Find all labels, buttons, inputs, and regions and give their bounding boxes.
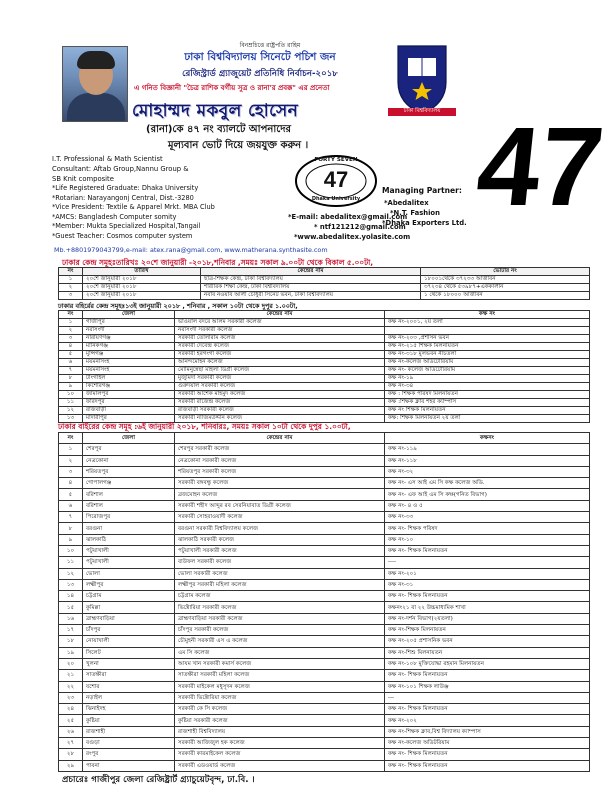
bullet-item: *Vice President: Textile & Apparel Mrkt. MBA Club	[52, 203, 215, 212]
table-cell: ফরিদপুর	[83, 399, 175, 407]
table-cell: ৬	[59, 359, 83, 367]
table-row	[59, 749, 590, 760]
table-header: নং	[59, 433, 83, 444]
table-row	[59, 455, 590, 466]
table-cell: কক্ষ :শিক্ষক ক্লাব শহর ক্যাম্পাস	[385, 399, 590, 407]
bullet-item: *AMCS: Bangladesh Computer somity	[52, 212, 177, 221]
table-cell: পটুয়াখালী সরকারী কলেজ	[175, 545, 385, 556]
table-cell: কক্ষ নং-শিক্ষক ক্লাব,বিশ্ব বিদ্যালয় ক্যাম্পাস	[385, 726, 590, 737]
table-row: ১ ২০শে জানুয়ারী ২০১৮ ছাত্র-শিক্ষক কেন্দ্র, ঢাকা বিশ্ববিদ্যালয় ১৮০০১থেকে ৩৭২৩৩ আজীবন	[59, 276, 590, 284]
table-cell: ঝিনাইদহ	[83, 704, 175, 715]
table-cell: ব্রাহ্মণবাড়িয়া সরকারী কলেজ	[175, 613, 385, 624]
ballot-stamp	[294, 154, 378, 208]
table-cell: সরকারী সোহরাওয়ার্দী কলেজ	[175, 512, 385, 523]
table-cell: সরকারী ভিক্টোরিয়া কলেজ	[175, 692, 385, 703]
table-cell: সরকারী আজিজুল হক কলেজ	[175, 738, 385, 749]
table-row	[59, 715, 590, 726]
table-cell: কক্ষ নং- শিক্ষক মিলনায়তন	[385, 545, 590, 556]
table-cell: খুলনা	[83, 658, 175, 669]
table-cell: সরকারী মাইকেল মধুসূদন কলেজ	[175, 681, 385, 692]
partner-email[interactable]: *E-mail: abedalitex@gmail.com	[288, 213, 408, 221]
table-cell: শরিয়তপুর সরকারী কলেজ	[175, 466, 385, 477]
table-cell: টাংগাইল	[83, 375, 175, 383]
table-header: তারিখ	[83, 268, 201, 276]
table-cell: কক্ষ নং-২০৫ প্রশাসনিক ভবন	[385, 636, 590, 647]
table-cell: কক্ষ নং- এফ আই এম সি কক্ষ(গনিত বিভাগ)	[385, 489, 590, 500]
table-header: জেলা	[83, 433, 175, 444]
table-row	[59, 534, 590, 545]
table-row: ৩ ২০শে জানুয়ারী ২০১৮ নবাব নওয়াব আলী চৌধুরী সিনেট ভবন, ঢাকা বিশ্ববিদ্যালয় ১ থেকে ১৮০০০ আজীবন	[59, 292, 590, 300]
table-row	[59, 523, 590, 534]
table-header: কক্ষনং	[385, 433, 590, 444]
table-header: জেলা	[83, 311, 175, 319]
table-cell: ----	[385, 557, 590, 568]
table-row	[59, 489, 590, 500]
dhaka-centers-title: ঢাকার কেন্দ্র সমূহঃতারিখঃ ২০শে জানুয়ারী -২০১৮,শনিবার ,সময়ঃ সকাল ৯.০০টা থেকে বিকাল ৫.০০টা,	[62, 258, 374, 267]
header-tagline: এ গনিত বিজ্ঞানী "চৈত্র রাশিক বর্গীয় সুত্র ও রানা'র প্রবক্ক" এর প্রনেতা	[134, 84, 330, 92]
table-cell: ১৪	[59, 591, 83, 602]
table-cell: ভোলা সরকারী কলেজ	[175, 568, 385, 579]
ballot-text-bottom: Dhaka University	[311, 196, 361, 202]
table-cell: ২৭	[59, 738, 83, 749]
table-cell: কক্ষ নং-২০১	[385, 568, 590, 579]
table-header: নং	[59, 268, 83, 276]
header-subtitle: রেজিস্ট্রার্ড গ্র্যাজুয়েট প্রতিনিধি নির্বাচন-২০১৮	[182, 69, 338, 79]
table-row	[59, 636, 590, 647]
credential-line: SB Knit composite	[52, 175, 114, 183]
top-note: বিনম্রচিত্তে রাষ্ট্রপতি রাহিম	[239, 42, 301, 49]
table-cell: ৮	[59, 375, 83, 383]
table-cell: কক্ষ নং-১৯	[385, 375, 590, 383]
table-cell: ১৮	[59, 636, 83, 647]
partners-contacts	[288, 212, 528, 242]
table-cell: ১৫	[59, 602, 83, 613]
table-cell: লক্ষ্মীপুর সরকারী মহিলা কলেজ	[175, 579, 385, 590]
table-row	[59, 500, 590, 511]
table-cell: কক্ষ নং-দর্শন বিভাগ(২য়তলা)	[385, 613, 590, 624]
table-row	[59, 383, 590, 391]
table-cell: গোপালগঞ্জ	[83, 478, 175, 489]
table-cell: ১৬	[59, 613, 83, 624]
table-cell: ১০	[59, 391, 83, 399]
table-row	[59, 444, 590, 455]
table-row	[59, 327, 590, 335]
table-cell: কুষ্টিয়া সরকারী কলেজ	[175, 715, 385, 726]
table-header: কেন্দ্রের নাম	[175, 433, 385, 444]
table-cell: ভিক্টোরিয়া সরকারী কলেজ	[175, 602, 385, 613]
table-row: ২ ২০শে জানুয়ারী ২০১৮ শারীরিক শিক্ষা কেন্দ্র, ঢাকা বিশ্ববিদ্যালয় ৩৭২৩৪ থেকে ৫৩৯৮৭+এককালীন	[59, 284, 590, 292]
table-cell: কক্ষ নং- ৪ ও ৫	[385, 500, 590, 511]
table-cell: ৭	[59, 512, 83, 523]
table-cell: কক্ষ নং-৩২	[385, 466, 590, 477]
table-row	[59, 658, 590, 669]
table-cell: কক্ষ নং-১০৮ মুক্তিযোদ্ধা রহমান মিলনায়তন	[385, 658, 590, 669]
contact-line: Mb.+8801979043799,e-mail: atex.rana@gmail.com, www.matherana.synthasite.com	[54, 246, 328, 254]
table-cell: ২	[59, 455, 83, 466]
table-cell: ব্রজমোহন কলেজ	[175, 489, 385, 500]
table-cell: পটুয়াখালী	[83, 545, 175, 556]
table-row	[59, 557, 590, 568]
table-cell: গাজীপুর	[83, 319, 175, 327]
table-cell: কক্ষ নং-শিক্ষক মিলনায়তন	[385, 625, 590, 636]
table-cell: কক্ষ নং- শিক্ষক মিলনায়তন	[385, 591, 590, 602]
table-cell: বরিশাল	[83, 489, 175, 500]
table-row	[59, 579, 590, 590]
table-cell: ময়মনসিংহ	[83, 367, 175, 375]
partner-item: *Abedalitex	[384, 199, 429, 207]
table-cell: শেরপুর	[83, 444, 175, 455]
table-cell: চৌমুহনী সরকারী এস এ কলেজ	[175, 636, 385, 647]
table-cell: কুষ্টিয়া	[83, 715, 175, 726]
table-cell: পিরোজপুর	[83, 512, 175, 523]
table-cell: কক্ষ নং-১১৮	[385, 455, 590, 466]
table-cell: ১১	[59, 399, 83, 407]
table-cell: ২৯	[59, 760, 83, 771]
table-row	[59, 625, 590, 636]
table-cell: পটুয়াখালী	[83, 557, 175, 568]
table-cell: ---	[385, 692, 590, 703]
partner-web[interactable]: *www.abedalitex.yolasite.com	[294, 233, 411, 241]
table-cell: সরকারী বঙ্গবন্ধু কলেজ	[175, 478, 385, 489]
table-cell: কক্ষ নং- শিক্ষক মিলনায়তন	[385, 749, 590, 760]
table-cell: কক্ষ নং-কলেজ অডিটোরিয়াম	[385, 359, 590, 367]
table-cell: ৯	[59, 534, 83, 545]
bullet-item: *Guest Teacher: Cosmos computer system	[52, 231, 193, 240]
table-cell: কিশোরগঞ্জ	[83, 383, 175, 391]
bullet-item: *Rotarian: Narayangonj Central, Dist.-3280	[52, 193, 194, 202]
table-cell: শরিয়তপুর	[83, 466, 175, 477]
table-cell: বরগুনা	[83, 523, 175, 534]
table-cell: কক্ষ নং-১০১ শিক্ষক লাউঞ্জ	[385, 681, 590, 692]
table-row	[59, 407, 590, 415]
table-cell: ১৭	[59, 625, 83, 636]
table-cell: পাবনা	[83, 760, 175, 771]
table-cell: কক্ষ নং- শিক্ষক পরিষদ	[385, 523, 590, 534]
logo-caption: ঢাকা বিশ্ববিদ্যালয়	[388, 108, 456, 116]
table-cell: চাঁদপুর	[83, 625, 175, 636]
table-cell: ১০	[59, 545, 83, 556]
table-row	[59, 319, 590, 327]
table-cell: জামালপুর	[83, 391, 175, 399]
partner-item: *N.T. Fashion	[390, 209, 440, 217]
table-cell: ৯	[59, 383, 83, 391]
credential-line: I.T. Professional & Math Scientist	[52, 155, 163, 163]
table-cell: বরগুনা সরকারী বিশ্ববিদ্যালয় কলেজ	[175, 523, 385, 534]
vote-line: মূল্যবান ভোট দিয়ে জয়যুক্ত করুন ।	[168, 140, 309, 151]
table-cell: কক্ষ : শিক্ষক পরিষদ মিলনায়তন	[385, 391, 590, 399]
table-cell: কক্ষ নং- শিক্ষক মিলনায়তন	[385, 704, 590, 715]
table-cell: কক্ষ নং- কলেজ অডিটোরিয়াম	[385, 367, 590, 375]
table-cell: মৌমিনুন্নেছা মহিলা ডিগ্রী কলেজ	[175, 367, 385, 375]
table-cell: ভাওয়াল বদরে আলম সরকারী কলেজ	[175, 319, 385, 327]
table-cell: ২০	[59, 658, 83, 669]
bullet-item: *Member: Mukta Specialized Hospital,Tangail	[52, 222, 201, 231]
table-cell: শেরপুর সরকারী কলেজ	[175, 444, 385, 455]
table-cell: ১১	[59, 557, 83, 568]
table-cell: কক্ষ নং-৩১	[385, 579, 590, 590]
table-cell: সাতক্ষীরা সরকারী মহিলা কলেজ	[175, 670, 385, 681]
table-cell: কক্ষ নং-২০০১, ২য় তলা	[385, 319, 590, 327]
bullet-list	[52, 184, 292, 242]
table-cell: সরকারী হরগংগা কলেজ	[175, 351, 385, 359]
table-header: ভোটার নং	[421, 268, 590, 276]
table-cell: ভোলা	[83, 568, 175, 579]
partner-phone: * ntf121212@gmail.com	[314, 223, 406, 231]
table-row	[59, 681, 590, 692]
table-row	[59, 375, 590, 383]
table-cell: ১	[59, 319, 83, 327]
table-cell: মুন্সিগঞ্জ	[83, 351, 175, 359]
table-cell: সিলেট	[83, 647, 175, 658]
table-cell: বগুড়া	[83, 738, 175, 749]
table-cell: সরকারী এডওয়ার্ড কলেজ	[175, 760, 385, 771]
table-cell: কক্ষ নং-৩৩	[385, 512, 590, 523]
table-cell: ৩	[59, 335, 83, 343]
table-cell: কক্ষ নং-২১৫ শিক্ষক মিলনায়তন	[385, 343, 590, 351]
credential-line: Consultant: Aftab Group,Nannu Group &	[52, 165, 189, 173]
ballot-text-top: FORTY SEVEN	[314, 157, 358, 163]
table-cell: ১৯	[59, 647, 83, 658]
table-cell: কক্ষ নং শিক্ষক মিলনায়তন	[385, 407, 590, 415]
table-cell: ২৪	[59, 704, 83, 715]
table-cell: ঝালকাঠি সরকারী কলেজ	[175, 534, 385, 545]
table-row	[59, 512, 590, 523]
table-row	[59, 602, 590, 613]
table-cell: কক্ষনং২১ বা ২২ উচ্চমাধ্যমিক শাখা	[385, 602, 590, 613]
table-cell: মানিকগঞ্জ	[83, 343, 175, 351]
table-cell: ৮	[59, 523, 83, 534]
table-cell: কক্ষ নং-কলেজ অডিটরিয়াম	[385, 738, 590, 749]
table-header: কক্ষ নং	[385, 311, 590, 319]
table-cell: নড়াইল	[83, 692, 175, 703]
table-cell: কক্ষ নং-১০	[385, 534, 590, 545]
table-row	[59, 545, 590, 556]
outside-centers-2-title: ঢাকার বাইরের কেন্দ্র সমূহ :৬ই জানুয়ারী ২০১৮, শনিবারঃ, সময়ঃ সকাল ১০টা থেকে দুপুর ১.০০টা,	[58, 422, 351, 431]
dhaka-centers-table	[58, 267, 590, 300]
table-cell: সরকারী শহীদ আব্দুর রব সেরনিয়াবাত ডিগ্রী কলেজ	[175, 500, 385, 511]
table-cell: ১৩	[59, 415, 83, 423]
table-row	[59, 351, 590, 359]
table-row	[59, 466, 590, 477]
table-row	[59, 647, 590, 658]
outside-centers-1-title: ঢাকার বহির্রের কেন্দ্র সমূহঃ১৩ই জানুয়ারী ২০১৮ , শনিবার , সকাল ১০টা থেকে দুপুর ১.০০টা,	[58, 302, 298, 310]
table-cell: নেত্রকোনা সরকারী কলেজ	[175, 455, 385, 466]
table-cell: ময়মনসিংহ	[83, 359, 175, 367]
table-cell: চট্টগ্রাম	[83, 591, 175, 602]
table-cell: কক্ষ নং- শিক্ষক মিলনায়তন	[385, 760, 590, 771]
table-cell: ৪	[59, 478, 83, 489]
table-row	[59, 391, 590, 399]
table-cell: আনন্দমোহন কলেজ	[175, 359, 385, 367]
table-cell: ৩	[59, 466, 83, 477]
table-row	[59, 359, 590, 367]
table-cell: কক্ষ: শিক্ষক মিলনায়তন ২য় তলা	[385, 415, 590, 423]
table-cell: কক্ষ নং-৩৪	[385, 383, 590, 391]
table-row	[59, 670, 590, 681]
table-row	[59, 335, 590, 343]
table-row	[59, 704, 590, 715]
table-cell: ৭	[59, 367, 83, 375]
table-cell: নেত্রকোনা	[83, 455, 175, 466]
table-cell: ৬	[59, 500, 83, 511]
table-cell: সরকারী আশেক মাহমুদ কলেজ	[175, 391, 385, 399]
table-cell: ২	[59, 327, 83, 335]
footer-credit: প্রচারেঃ গাজীপুর জেলা রেজিষ্ট্রার্ট গ্র্যাচুয়েটবৃন্দ, ঢা.বি. ।	[62, 775, 255, 785]
ballot-stamp-number: 47	[323, 167, 349, 192]
table-cell: সাতক্ষীরা	[83, 670, 175, 681]
table-cell: ২৮	[59, 749, 83, 760]
table-row	[59, 399, 590, 407]
table-cell: কুমিল্লা	[83, 602, 175, 613]
table-cell: ৪	[59, 343, 83, 351]
table-cell: রাজশাহী	[83, 726, 175, 737]
table-cell: কক্ষ নং-৩১৮ মুলভবন নীচতলা	[385, 351, 590, 359]
table-cell: সরকারী রাজেন্দ্র কলেজ	[175, 399, 385, 407]
table-cell: মাদারীপুর	[83, 415, 175, 423]
table-cell: আযম খান সরকারী কমার্স কলেজ	[175, 658, 385, 669]
bullet-item: *Life Registered Graduate: Dhaka University	[52, 184, 199, 192]
table-cell: বরিশাল	[83, 500, 175, 511]
table-cell: ব্রাহ্মণবাড়িয়া	[83, 613, 175, 624]
table-cell: ১	[59, 444, 83, 455]
table-cell: ২৩	[59, 692, 83, 703]
table-cell: সরকারী দেবেন্দ্র কলেজ	[175, 343, 385, 351]
table-cell: গুরুদয়াল সরকারী কলেজ	[175, 383, 385, 391]
table-cell: রাজবাড়ী	[83, 407, 175, 415]
table-header: কেন্দ্রের নাম	[175, 311, 385, 319]
table-row	[59, 591, 590, 602]
table-cell: কক্ষ নং- এস আই এম সি কক্ষ কলেজ অডি.	[385, 478, 590, 489]
ballot-number-large: 47	[471, 104, 610, 229]
table-row	[59, 760, 590, 771]
table-cell: রংপুর	[83, 749, 175, 760]
table-cell: এম সি কলেজ	[175, 647, 385, 658]
table-cell: ঝালকাঠি	[83, 534, 175, 545]
table-cell: ৫	[59, 351, 83, 359]
table-cell: নরসিংদী	[83, 327, 175, 335]
table-cell: চাঁদপুর সরকারী কলেজ	[175, 625, 385, 636]
table-cell: ২৬	[59, 726, 83, 737]
table-row	[59, 343, 590, 351]
table-cell: লক্ষ্মীপুর	[83, 579, 175, 590]
table-cell: সরকারী নাজিমউদ্দীন কলেজ	[175, 415, 385, 423]
table-cell: কক্ষ নং-২০২	[385, 715, 590, 726]
candidate-photo	[62, 46, 128, 122]
table-cell: মুজুমিদা সরকারী কলেজ	[175, 375, 385, 383]
table-cell: ২৫	[59, 715, 83, 726]
table-cell: ৫	[59, 489, 83, 500]
table-cell: রাজবাড়ী সরকারী কলেজ	[175, 407, 385, 415]
table-row	[59, 726, 590, 737]
table-row	[59, 613, 590, 624]
table-row	[59, 568, 590, 579]
outside-centers-1-table	[58, 310, 590, 423]
table-cell: কক্ষ নং-১১৯	[385, 444, 590, 455]
table-header: কেন্দ্রের নাম	[201, 268, 421, 276]
table-cell: কক্ষ নং-শিশু মিলনায়তন	[385, 647, 590, 658]
partner-item: *Dhaka Exporters Ltd.	[382, 219, 467, 227]
table-cell	[385, 327, 590, 335]
table-cell: কক্ষ নং-২০৩ ,প্রশাসন ভবন	[385, 335, 590, 343]
table-cell: সরকারী তোলারাম কলেজ	[175, 335, 385, 343]
table-cell: নারায়ণগঞ্জ	[83, 335, 175, 343]
table-cell: বাউফল সরকারী কলেজ	[175, 557, 385, 568]
table-cell: ২১	[59, 670, 83, 681]
table-cell: ১২	[59, 568, 83, 579]
table-row	[59, 478, 590, 489]
table-cell: ১৩	[59, 579, 83, 590]
table-cell: চট্টগ্রাম কলেজ	[175, 591, 385, 602]
header-title: ঢাকা বিশ্ববিদ্যালয় সিনেটে পচিশ জন	[184, 51, 336, 63]
table-header: নং	[59, 311, 83, 319]
table-cell: ১২	[59, 407, 83, 415]
nickname-line: (রানা)কে ৪৭ নং ব্যালটে আপনাদের	[146, 124, 292, 135]
table-cell: সরকারী কে সি কলেজ	[175, 704, 385, 715]
table-row	[59, 692, 590, 703]
credentials	[52, 154, 292, 184]
table-cell: নোয়াখালী	[83, 636, 175, 647]
table-cell: রাজশাহী বিশ্ববিদ্যালয়	[175, 726, 385, 737]
table-row	[59, 738, 590, 749]
table-cell: যশোর	[83, 681, 175, 692]
partners-label: Managing Partner:	[382, 186, 462, 195]
table-cell: সরকারী কারমাইকেল কলেজ	[175, 749, 385, 760]
candidate-name: মোহাম্মদ মকবুল হোসেন	[132, 101, 299, 121]
table-row	[59, 367, 590, 375]
outside-centers-2-table	[58, 432, 590, 772]
table-cell: কক্ষ নং- শিক্ষক মিলনায়তন	[385, 670, 590, 681]
table-cell: ২২	[59, 681, 83, 692]
table-cell: নরসিংদী সরকারী কলেজ	[175, 327, 385, 335]
